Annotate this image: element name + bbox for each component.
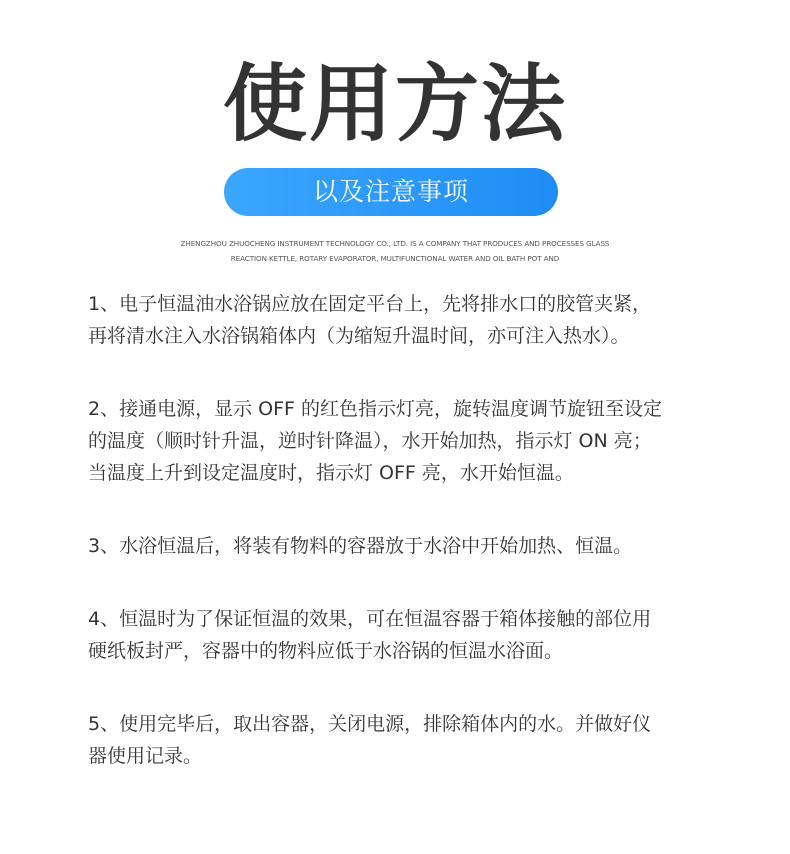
company-description-line-1: ZHENGZHOU ZHUOCHENG INSTRUMENT TECHNOLOGY CO., LTD. IS A COMPANY THAT PRODUCES AND PROCESSES GLASS (180, 239, 610, 248)
instruction-step-4 (88, 603, 708, 667)
instruction-step-3 (88, 530, 708, 562)
instruction-step-2 (88, 393, 708, 489)
step-5-line-2: 器使用记录。 (88, 745, 203, 767)
subtitle-badge: 以及注意事项 (224, 168, 558, 216)
instruction-list (88, 288, 708, 813)
page-title: 使用方法 (222, 55, 567, 153)
company-description-line-2: REACTION KETTLE, ROTARY EVAPORATOR, MULTIFUNCTIONAL WATER AND OIL BATH POT AND (230, 254, 560, 263)
step-3-line-1: 3、水浴恒温后，将装有物料的容器放于水浴中开始加热、恒温。 (88, 535, 633, 557)
step-2-line-1: 2、接通电源，显示 OFF 的红色指示灯亮，旋转温度调节旋钮至设定 (88, 398, 662, 420)
step-5-line-1: 5、使用完毕后，取出容器，关闭电源，排除箱体内的水。并做好仪 (88, 713, 652, 735)
step-1-line-2: 再将清水注入水浴锅箱体内（为缩短升温时间，亦可注入热水）。 (88, 325, 630, 347)
step-2-line-2: 的温度（顺时针升温，逆时针降温），水开始加热，指示灯 ON 亮； (88, 430, 652, 452)
company-description (120, 236, 670, 266)
instruction-step-5 (88, 708, 708, 772)
step-1-line-1: 1、电子恒温油水浴锅应放在固定平台上，先将排水口的胶管夹紧， (88, 293, 652, 315)
step-4-line-2: 硬纸板封严，容器中的物料应低于水浴锅的恒温水浴面。 (88, 640, 564, 662)
step-4-line-1: 4、恒温时为了保证恒温的效果，可在恒温容器于箱体接触的部位用 (88, 608, 652, 630)
instruction-step-1 (88, 288, 708, 352)
step-2-line-3: 当温度上升到设定温度时，指示灯 OFF 亮，水开始恒温。 (88, 462, 574, 484)
